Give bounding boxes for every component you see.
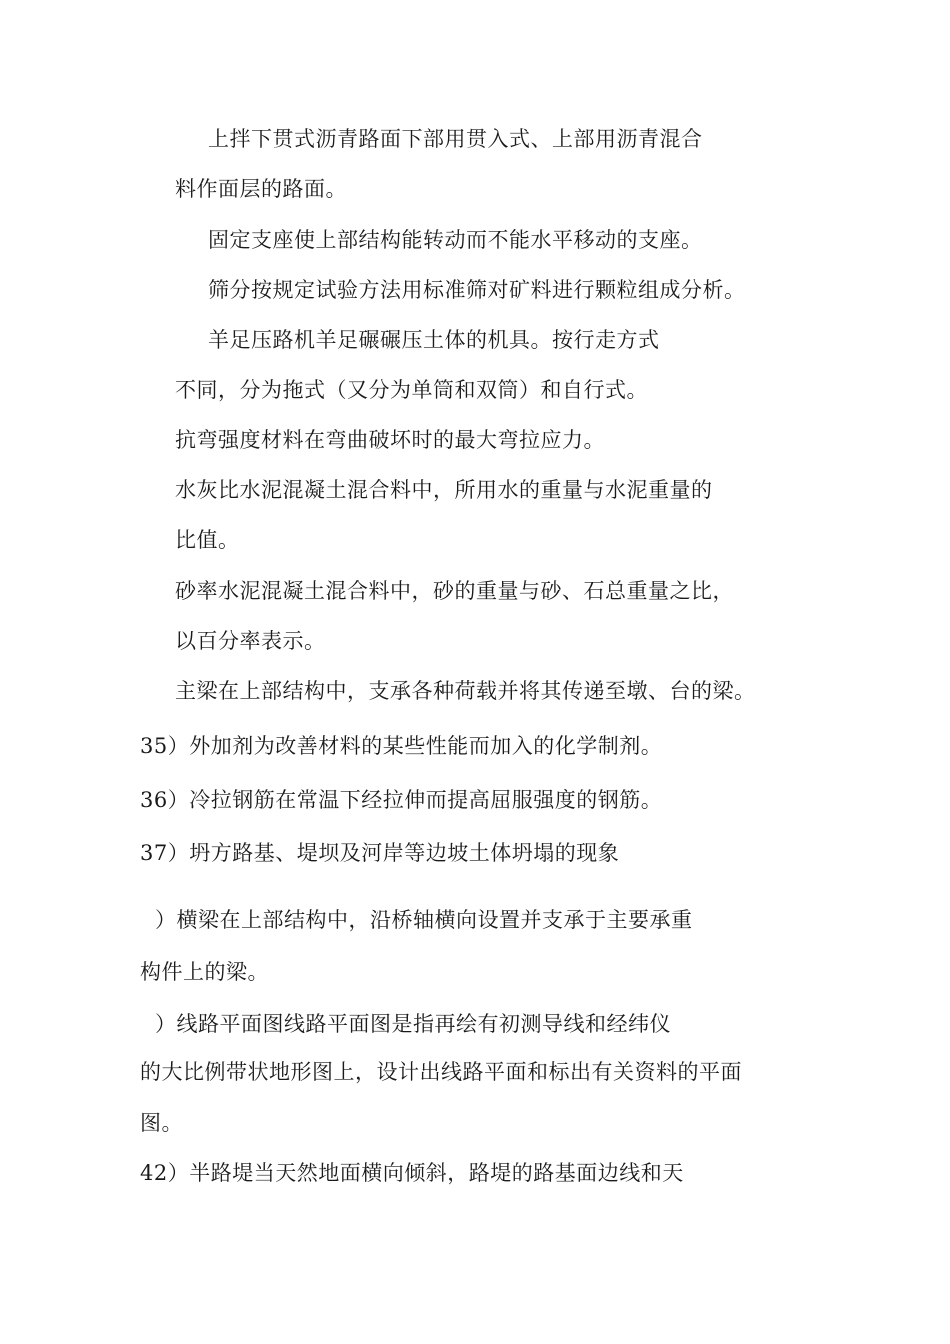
text-line: 的大比例带状地形图上，设计出线路平面和标出有关资料的平面 — [140, 1060, 742, 1084]
text-line: 主梁在上部结构中，支承各种荷载并将其传递至墩、台的梁。 — [175, 679, 756, 703]
text-line: 图。 — [140, 1111, 183, 1135]
text-line: 抗弯强度材料在弯曲破坏时的最大弯拉应力。 — [175, 428, 605, 452]
text-line: 构件上的梁。 — [140, 960, 269, 984]
text-line: 比值。 — [175, 528, 240, 552]
text-line: 不同，分为拖式（又分为单筒和双筒）和自行式。 — [175, 378, 648, 402]
text-line: 上拌下贯式沥青路面下部用贯入式、上部用沥青混合 — [208, 127, 703, 151]
text-line: 37）坍方路基、堤坝及河岸等边坡土体坍塌的现象 — [140, 841, 620, 865]
text-line: 砂率水泥混凝土混合料中，砂的重量与砂、石总重量之比， — [175, 579, 734, 603]
text-line: 35）外加剂为改善材料的某些性能而加入的化学制剂。 — [140, 734, 663, 758]
text-line: 固定支座使上部结构能转动而不能水平移动的支座。 — [208, 228, 703, 252]
text-line: 以百分率表示。 — [175, 629, 326, 653]
text-line: ）线路平面图线路平面图是指再绘有初测导线和经纬仪 — [155, 1012, 671, 1036]
text-line: 羊足压路机羊足碾碾压土体的机具。按行走方式 — [208, 328, 660, 352]
text-line: 筛分按规定试验方法用标准筛对矿料进行颗粒组成分析。 — [208, 278, 746, 302]
text-line: 42）半路堤当天然地面横向倾斜，路堤的路基面边线和天 — [140, 1161, 684, 1185]
text-line: 水灰比水泥混凝土混合料中，所用水的重量与水泥重量的 — [175, 478, 713, 502]
text-line: 料作面层的路面。 — [175, 177, 347, 201]
text-line: 36）冷拉钢筋在常温下经拉伸而提高屈服强度的钢筋。 — [140, 788, 663, 812]
text-line: ）横梁在上部结构中，沿桥轴横向设置并支承于主要承重 — [155, 908, 693, 932]
